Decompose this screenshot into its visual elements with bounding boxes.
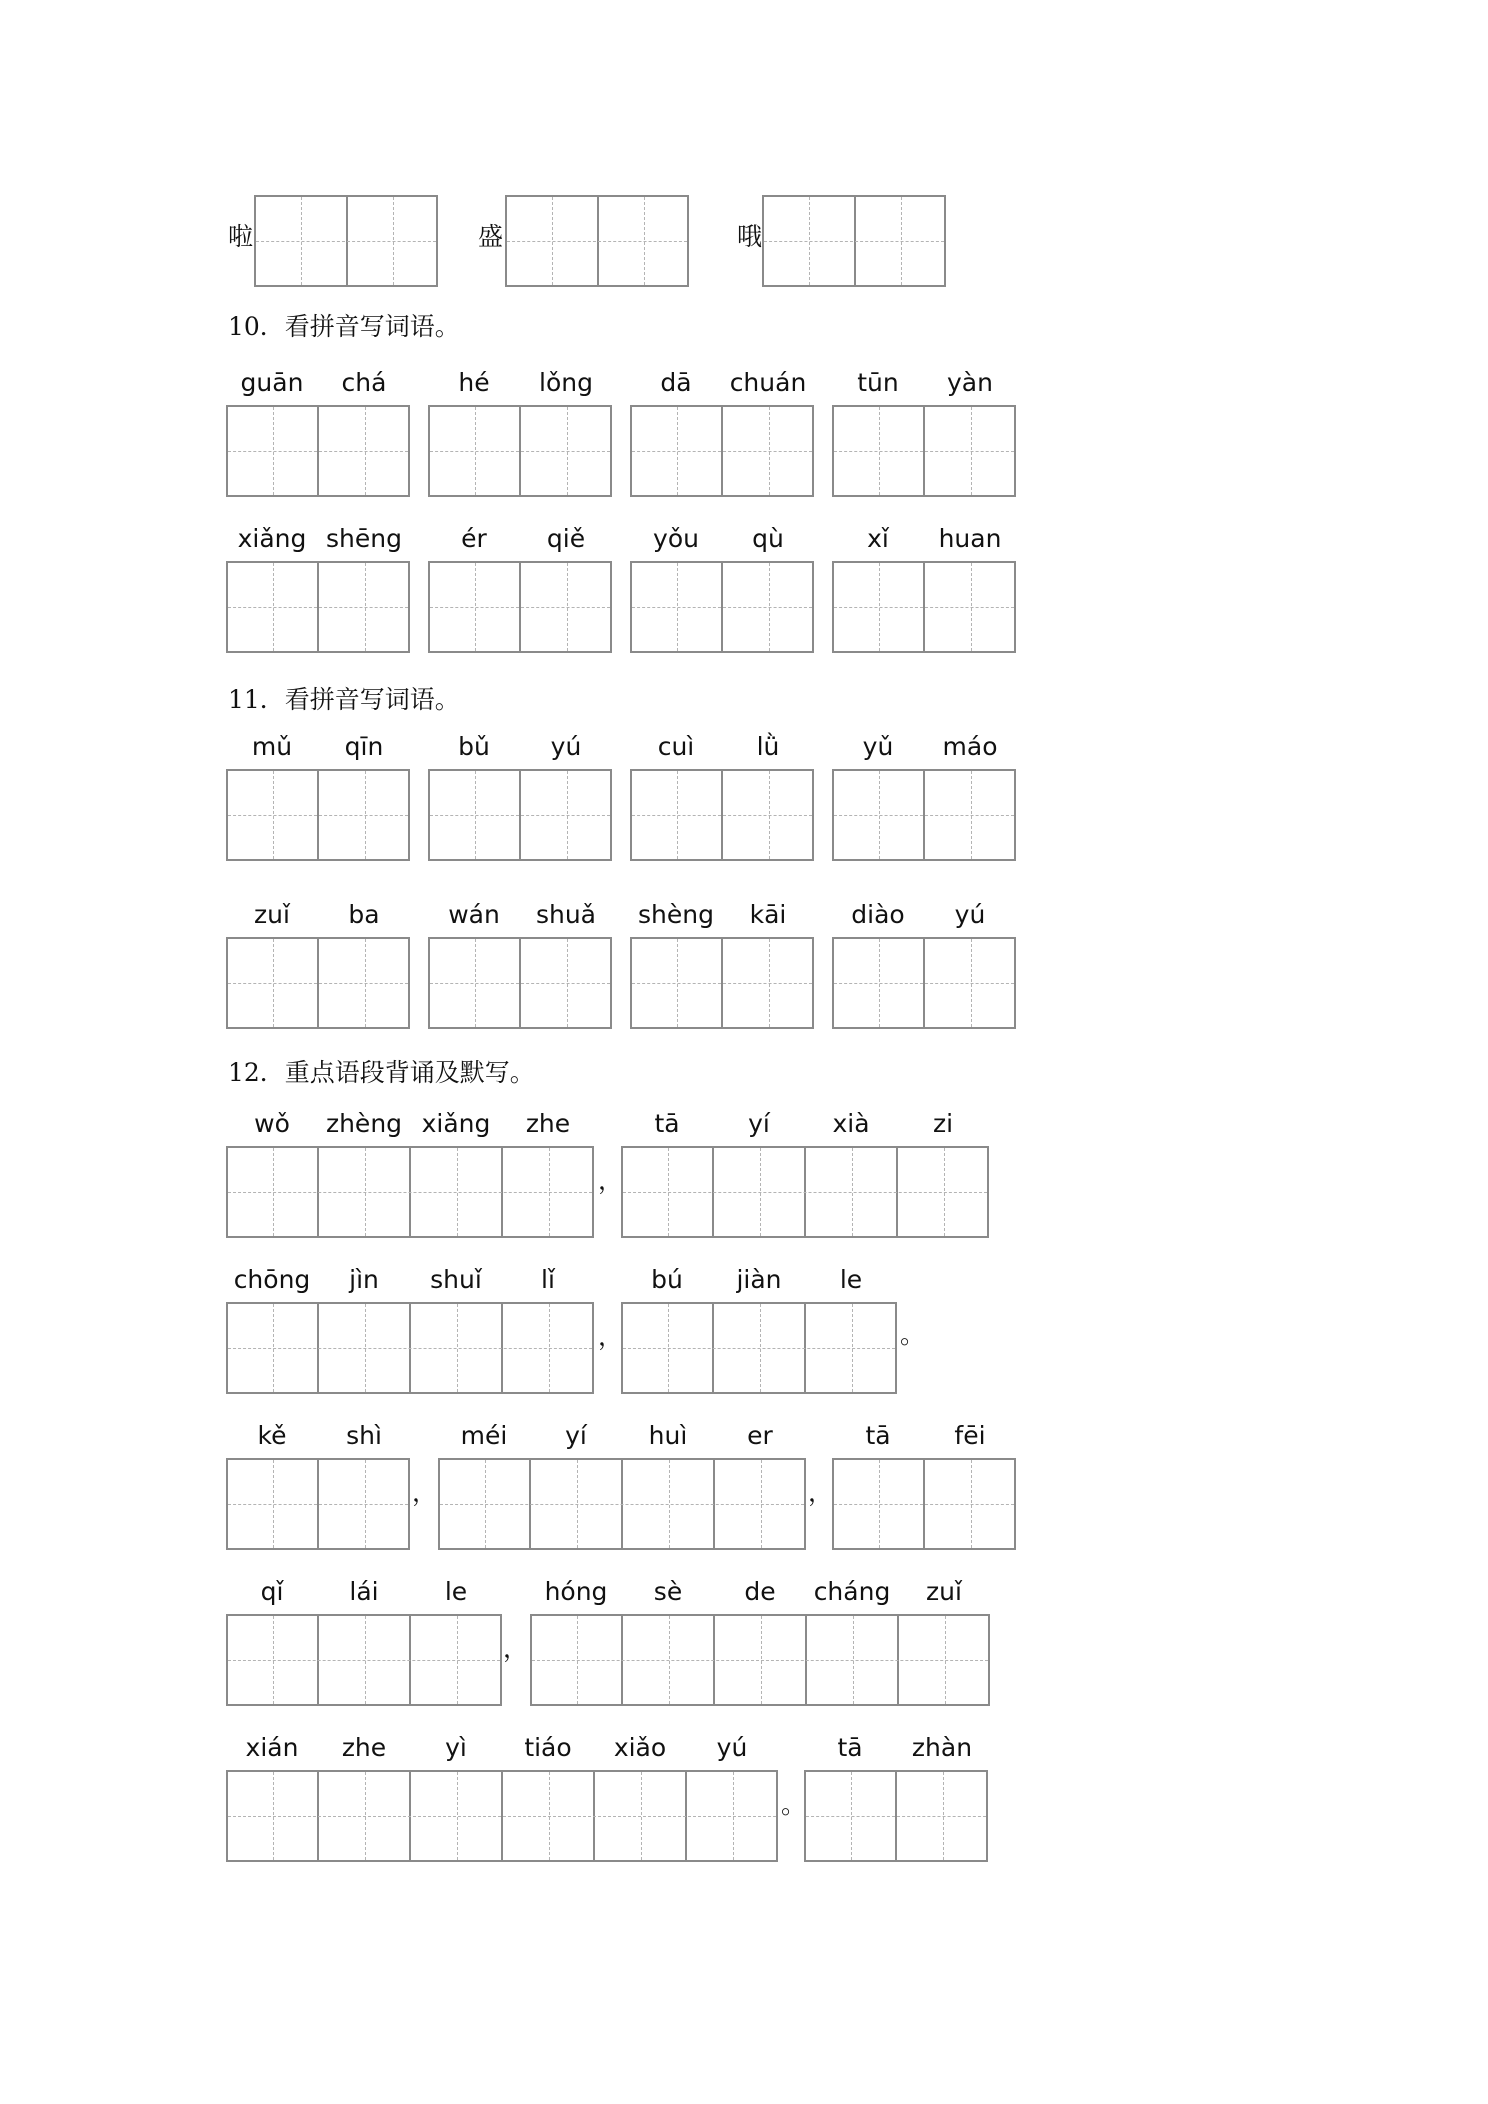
pinyin-label: dā [660,368,692,397]
pinyin-label: shuǐ [430,1265,482,1294]
pinyin-label: zhe [525,1109,571,1138]
writing-grid[interactable] [621,1302,897,1394]
pinyin-label: bú [651,1265,683,1294]
pinyin-label: yú [954,900,986,929]
pinyin-label: yú [550,732,582,761]
pinyin-label: diào [851,900,905,929]
pinyin-label: tiáo [524,1733,572,1762]
writing-grid[interactable] [428,561,612,653]
writing-grid[interactable] [630,405,814,497]
pinyin-label: wǒ [254,1109,290,1138]
pinyin-label: jiàn [736,1265,782,1294]
pinyin-label: zhàn [911,1733,973,1762]
pinyin-label: chá [341,368,387,397]
writing-grid[interactable] [530,1614,990,1706]
pinyin-label: cuì [657,732,695,761]
pinyin-label: zhèng [325,1109,403,1138]
pinyin-label: qiě [546,524,586,553]
pinyin-label: qīn [344,732,384,761]
pinyin-label: zuǐ [926,1577,962,1606]
question-title: 10．看拼音写词语。 [228,312,460,341]
pinyin-label: ba [348,900,380,929]
pinyin-label: shèng [638,900,714,929]
pinyin-label: xǐ [867,524,889,553]
punctuation-mark: ， [808,1478,834,1507]
punctuation-mark: 。 [900,1320,926,1349]
pinyin-label: yú [716,1733,748,1762]
pinyin-label: guān [240,368,304,397]
writing-grid[interactable] [226,1146,594,1238]
writing-grid[interactable] [832,561,1016,653]
writing-grid[interactable] [226,1458,410,1550]
pinyin-label: kāi [749,900,787,929]
pinyin-label: shuǎ [535,900,597,929]
pinyin-label: xián [245,1733,299,1762]
pinyin-label: le [444,1577,468,1606]
pinyin-label: xiǎng [421,1109,491,1138]
pinyin-label: shì [346,1421,382,1450]
pinyin-label: fēi [954,1421,986,1450]
writing-grid[interactable] [832,405,1016,497]
pinyin-label: lǜ [756,732,780,761]
writing-grid[interactable] [832,769,1016,861]
pinyin-label: tā [654,1109,680,1138]
pinyin-label: xiǎo [613,1733,667,1762]
pinyin-label: le [839,1265,863,1294]
writing-grid[interactable] [621,1146,989,1238]
pinyin-label: yǒu [653,524,699,553]
pinyin-label: lái [349,1577,379,1606]
pinyin-label: chuán [729,368,807,397]
punctuation-mark: ， [503,1634,529,1663]
writing-grid[interactable] [428,405,612,497]
punctuation-mark: ， [598,1166,624,1195]
writing-grid[interactable] [226,769,410,861]
pinyin-label: kě [257,1421,287,1450]
writing-grid[interactable] [832,937,1016,1029]
writing-grid[interactable] [804,1770,988,1862]
pinyin-label: chōng [233,1265,311,1294]
pinyin-label: er [747,1421,773,1450]
writing-grid[interactable] [226,1614,502,1706]
writing-grid[interactable] [226,937,410,1029]
writing-grid[interactable] [254,195,438,287]
writing-grid[interactable] [630,937,814,1029]
writing-grid[interactable] [630,561,814,653]
writing-grid[interactable] [438,1458,806,1550]
writing-grid[interactable] [226,561,410,653]
pinyin-label: wán [448,900,500,929]
writing-grid[interactable] [226,1302,594,1394]
writing-grid[interactable] [832,1458,1016,1550]
pinyin-label: jìn [349,1265,379,1294]
pinyin-label: yí [565,1421,587,1450]
writing-grid[interactable] [226,1770,778,1862]
pinyin-label: yǔ [862,732,894,761]
punctuation-mark: ， [598,1322,624,1351]
char-label: 啦 [228,222,254,251]
pinyin-label: zhe [341,1733,387,1762]
pinyin-label: tūn [857,368,899,397]
pinyin-label: cháng [813,1577,891,1606]
pinyin-label: yì [445,1733,467,1762]
writing-grid[interactable] [505,195,689,287]
writing-grid[interactable] [630,769,814,861]
punctuation-mark: 。 [781,1790,807,1819]
pinyin-label: shēng [326,524,402,553]
pinyin-label: de [744,1577,776,1606]
punctuation-mark: ， [412,1478,438,1507]
pinyin-label: yí [748,1109,770,1138]
pinyin-label: ér [461,524,487,553]
pinyin-label: xiǎng [237,524,307,553]
pinyin-label: huan [938,524,1002,553]
writing-grid[interactable] [226,405,410,497]
char-label: 盛 [478,222,504,251]
pinyin-label: mǔ [251,732,293,761]
pinyin-label: yàn [947,368,993,397]
writing-grid[interactable] [428,937,612,1029]
pinyin-label: lǒng [539,368,593,397]
writing-grid[interactable] [762,195,946,287]
pinyin-label: zuǐ [254,900,290,929]
pinyin-label: xià [832,1109,870,1138]
question-title: 11．看拼音写词语。 [228,685,460,714]
pinyin-label: méi [460,1421,508,1450]
pinyin-label: bǔ [458,732,490,761]
pinyin-label: zi [932,1109,954,1138]
pinyin-label: hé [458,368,490,397]
pinyin-label: qǐ [260,1577,284,1606]
pinyin-label: lǐ [541,1265,555,1294]
char-label: 哦 [737,222,763,251]
pinyin-label: huì [648,1421,688,1450]
pinyin-label: sè [653,1577,683,1606]
pinyin-label: tā [837,1733,863,1762]
question-title: 12．重点语段背诵及默写。 [228,1058,535,1087]
pinyin-label: máo [942,732,998,761]
pinyin-label: qù [752,524,784,553]
writing-grid[interactable] [428,769,612,861]
pinyin-label: hóng [544,1577,608,1606]
pinyin-label: tā [865,1421,891,1450]
